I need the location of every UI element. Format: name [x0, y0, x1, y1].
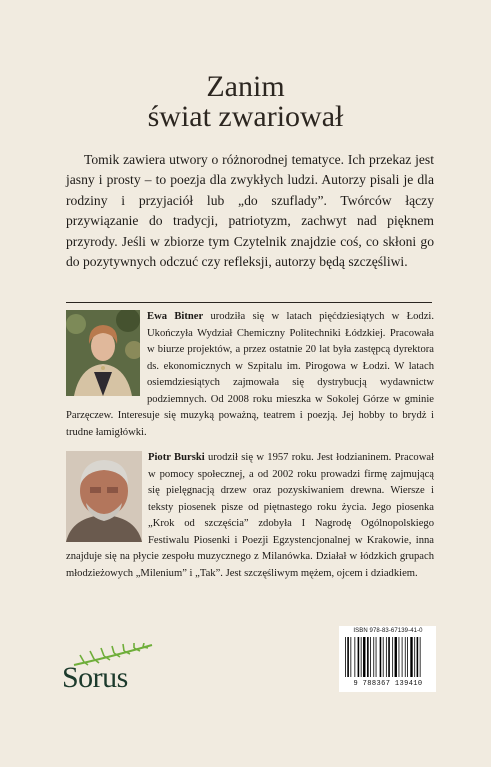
author-bio-ewa-bitner: [66, 309, 434, 441]
book-title-line-2: świat zwariował: [147, 100, 344, 133]
author-bio-piotr-burski: [66, 450, 434, 582]
author-bio-text: urodził się w 1957 roku. Jest łodzianinem. Pracował w pomocy społecznej, a od 2002 roku prowadzi firmę zajmującą się pielęgnacją drzew oraz pozyskiwaniem drewna. Wiersze i teksty piosenek pisze od piętnastego roku życia. Jego piosenka „Krok od szczęścia” zdobyła I Nagrodę Ogólnopolskiego Festiwalu Piosenki i Poezji Egzystencjonalnej w Krakowie, inna znajduje się na płycie zespołu muzycznego z Milanówka. Działał w łódzkich grupach młodzieżowych „Milenium” i „Tak”. Jest szczęśliwym mężem, ojcem i dziadkiem.: [66, 452, 435, 579]
isbn-label: ISBN 978-83-67139-41-0: [353, 628, 423, 634]
publisher-name: Sorus: [62, 661, 128, 694]
divider-line: [66, 302, 432, 303]
author-name: Ewa Bitner: [147, 311, 204, 322]
barcode-number: 9 788367 139410: [353, 680, 423, 688]
author-bio-text: urodziła się w latach pięćdziesiątych w Łodzi. Ukończyła Wydział Chemiczny Politechniki Łódzkiej. Pracowała w biurze projektów, a przez ostatnie 20 lat była zastępcą dyrektora ds. ekonomicznych w Szpitalu im. Pirogowa w Łodzi. W latach osiemdziesiątych zajmowała się dystrybucją wydawnictw podziemnych. Od 2008 roku mieszka w Sokolej Górze w gminie Parzęczew. Interesuje się muzyką poważną, teatrem i poezją. Jej hobby to brydż i trudne łamigłówki.: [66, 311, 434, 438]
book-title-line-1: Zanim: [206, 70, 285, 103]
intro-text: [66, 150, 434, 272]
publisher-logo: [62, 643, 162, 693]
book-title: [0, 72, 491, 132]
barcode: [339, 626, 436, 692]
barcode-bars: [343, 637, 433, 679]
intro-paragraph: Tomik zawiera utwory o różnorodnej tematyce. Ich przekaz jest jasny i prosty – to poezja dla zwykłych ludzi. Autorzy pisali je dla rodziny i przyjaciół lub „do szuflady”. Twórców łączy przywiązanie do tradycji, patriotyzm, zachwyt nad pięknem przyrody. Jeśli w zbiorze tym Czytelnik znajdzie coś, co skłoni go do pozytywnych odczuć czy refleksji, autorzy będą szczęśliwi.: [66, 152, 434, 270]
author-name: Piotr Burski: [148, 452, 205, 463]
